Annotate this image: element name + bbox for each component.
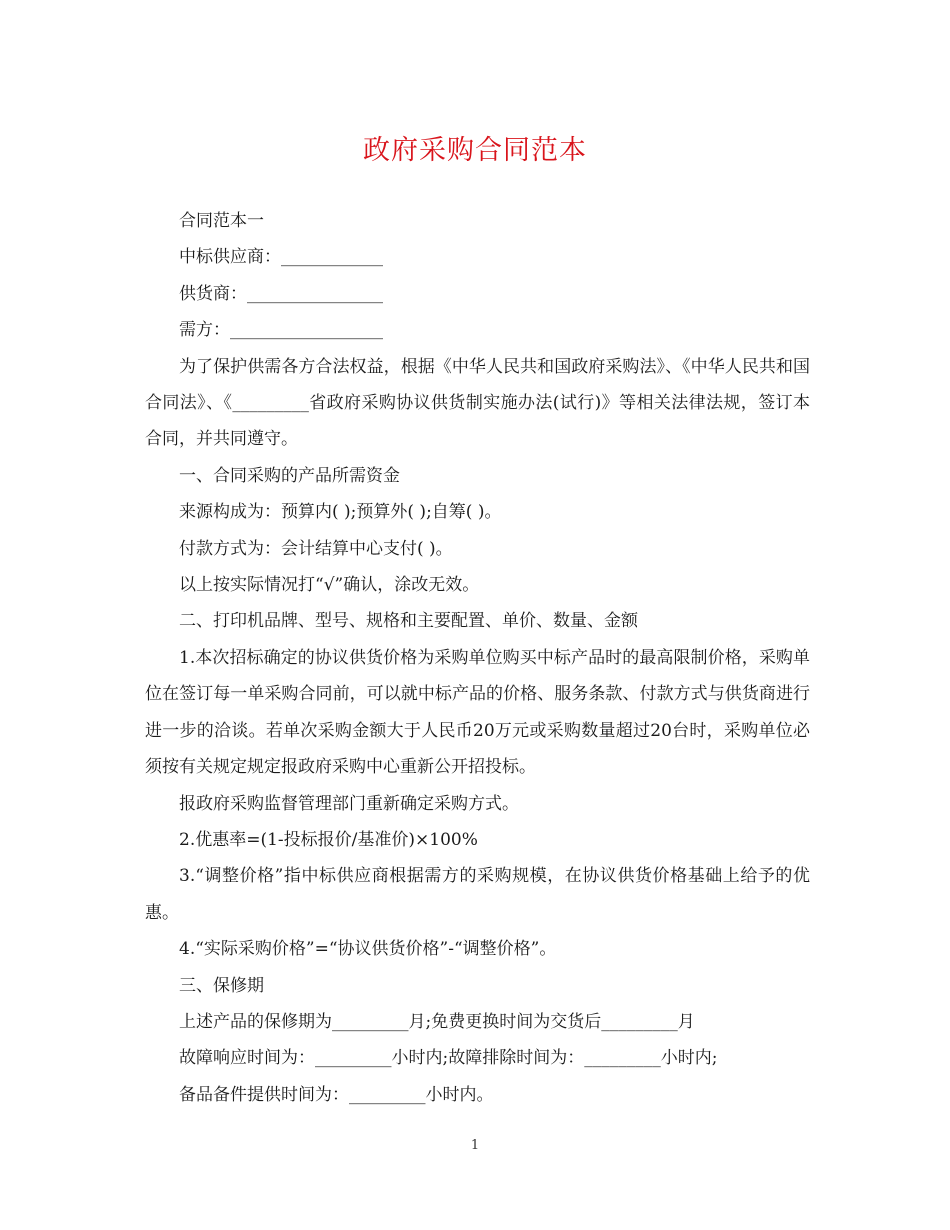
supplier-line: 供货商：________________ — [179, 283, 383, 304]
preamble-paragraph: 为了保护供需各方合法权益，根据《中华人民共和国政府采购法》、《中华人民共和国合同法》、《_________省政府采购协议供货制实施办法(试行)》等相关法律法规，签订本合同，并共同遵守。 — [145, 356, 810, 450]
clause-3-paragraph: 3.“调整价格”指中标供应商根据需方的采购规模，在协议供货价格基础上给予的优惠。 — [145, 866, 810, 923]
page-number: 1 — [470, 1138, 480, 1153]
checkmark-note-line: 以上按实际情况打“√”确认，涂改无效。 — [179, 575, 480, 596]
fault-response-line: 故障响应时间为：_________小时内;故障排除时间为：_________小时内; — [179, 1048, 718, 1069]
contract-template-label: 合同范本一 — [179, 211, 264, 231]
spare-parts-line: 备品备件提供时间为：_________小时内。 — [179, 1084, 494, 1105]
document-body — [145, 203, 810, 1113]
document-title: 政府采购合同范本 — [363, 135, 587, 166]
warranty-period-line: 上述产品的保修期为_________月;免费更换时间为交货后_________月 — [179, 1011, 695, 1032]
payment-method-line: 付款方式为：会计结算中心支付( )。 — [179, 538, 453, 559]
section-heading-1: 一、合同采购的产品所需资金 — [179, 465, 400, 486]
clause-1-paragraph: 1.本次招标确定的协议供货价格为采购单位购买中标产品时的最高限制价格，采购单位在签订每一单采购合同前，可以就中标产品的价格、服务条款、付款方式与供货商进行进一步的洽谈。若单次采购金额大于人民币20万元或采购数量超过20台时，采购单位必须按有关规定规定报政府采购中心重新公开招投标。 — [145, 647, 810, 778]
buyer-line: 需方：__________________ — [179, 320, 383, 341]
section-heading-3: 三、保修期 — [179, 975, 264, 996]
clause-4-line: 4.“实际采购价格”=“协议供货价格”-“调整价格”。 — [179, 939, 557, 960]
clause-1-continuation: 报政府采购监督管理部门重新确定采购方式。 — [179, 793, 519, 814]
funding-source-line: 来源构成为：预算内( );预算外( );自筹( )。 — [179, 502, 502, 523]
section-heading-2: 二、打印机品牌、型号、规格和主要配置、单价、数量、金额 — [179, 611, 638, 632]
clause-2-line: 2.优惠率=(1-投标报价/基准价)×100% — [179, 829, 478, 850]
winning-supplier-line: 中标供应商：____________ — [179, 247, 383, 268]
